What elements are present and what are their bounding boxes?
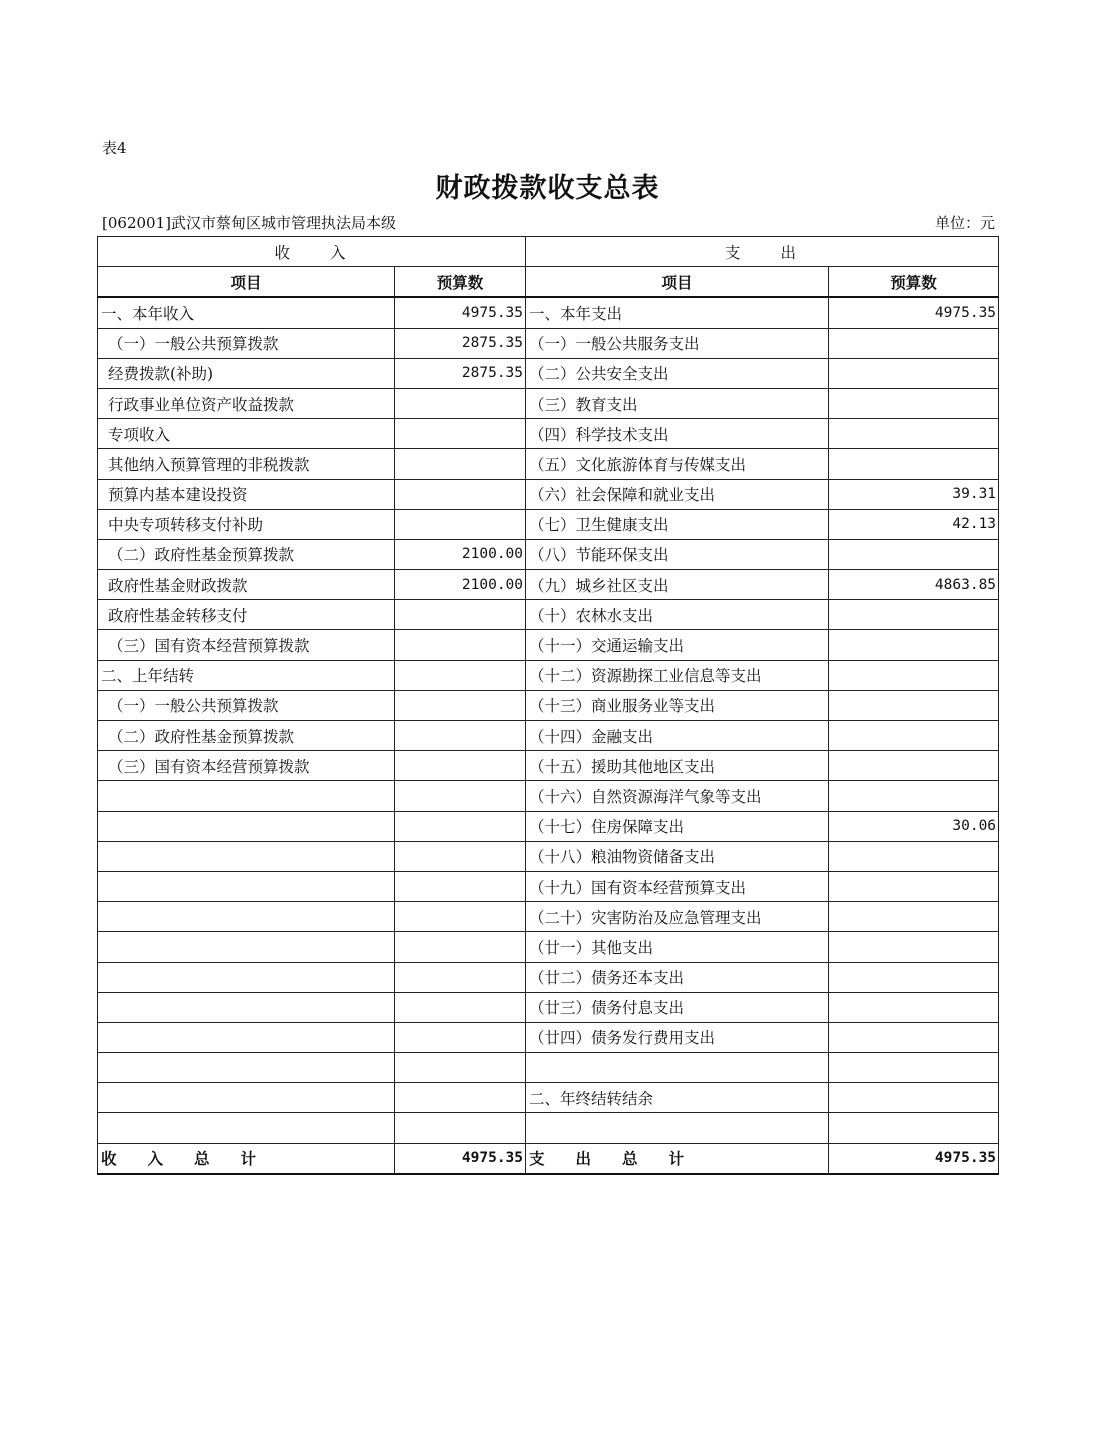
expense-item-cell: （十七）住房保障支出 (526, 811, 829, 841)
expense-item-cell: （廿一）其他支出 (526, 932, 829, 962)
expense-item-cell: （十五）援助其他地区支出 (526, 751, 829, 781)
income-item-cell: 行政事业单位资产收益拨款 (98, 388, 395, 418)
expense-item-cell: （十九）国有资本经营预算支出 (526, 871, 829, 901)
income-total-amount: 4975.35 (395, 1143, 526, 1174)
income-amount-cell: 2875.35 (395, 358, 526, 388)
income-item-cell (98, 1053, 395, 1083)
income-item-cell (98, 1022, 395, 1052)
column-header-row (98, 267, 999, 298)
expense-amount-cell: 4975.35 (829, 297, 999, 328)
income-item-cell: 政府性基金财政拨款 (98, 570, 395, 600)
table-row (98, 660, 999, 690)
income-amount-cell (395, 509, 526, 539)
expense-amount-cell (829, 660, 999, 690)
expense-item-cell: （二）公共安全支出 (526, 358, 829, 388)
table-row (98, 509, 999, 539)
expense-amount-cell (829, 781, 999, 811)
income-amount-cell (395, 690, 526, 720)
expense-amount-cell (829, 751, 999, 781)
income-amount-cell (395, 630, 526, 660)
expense-item-cell: （四）科学技术支出 (526, 419, 829, 449)
expense-total-amount: 4975.35 (829, 1143, 999, 1174)
expense-item-cell: （三）教育支出 (526, 388, 829, 418)
expense-item-cell: 一、本年支出 (526, 297, 829, 328)
expense-amount-cell (829, 630, 999, 660)
income-amount-cell (395, 962, 526, 992)
income-amount-cell (395, 1083, 526, 1113)
income-amount-cell (395, 781, 526, 811)
expense-amount-cell (829, 1053, 999, 1083)
income-item-cell (98, 962, 395, 992)
income-amount-cell (395, 419, 526, 449)
income-item-header: 项目 (98, 267, 395, 298)
expense-amount-cell (829, 1113, 999, 1143)
table-row (98, 811, 999, 841)
expense-item-cell: （廿四）债务发行费用支出 (526, 1022, 829, 1052)
income-item-cell: （二）政府性基金预算拨款 (98, 721, 395, 751)
income-section-header: 收 入 (98, 237, 526, 267)
income-item-cell (98, 902, 395, 932)
expense-amount-cell (829, 871, 999, 901)
income-amount-cell: 4975.35 (395, 297, 526, 328)
table-row (98, 600, 999, 630)
expense-item-cell: （五）文化旅游体育与传媒支出 (526, 449, 829, 479)
expense-item-cell: （十三）商业服务业等支出 (526, 690, 829, 720)
income-item-cell: 经费拨款(补助) (98, 358, 395, 388)
table-row (98, 570, 999, 600)
income-item-cell: （一）一般公共预算拨款 (98, 690, 395, 720)
income-amount-cell (395, 871, 526, 901)
table-row (98, 871, 999, 901)
income-amount-cell: 2100.00 (395, 570, 526, 600)
expense-item-cell: 二、年终结转结余 (526, 1083, 829, 1113)
section-header-row (98, 237, 999, 267)
expense-budget-header: 预算数 (829, 267, 999, 298)
income-item-cell: 其他纳入预算管理的非税拨款 (98, 449, 395, 479)
income-item-cell (98, 992, 395, 1022)
income-amount-cell (395, 932, 526, 962)
income-item-cell: （三）国有资本经营预算拨款 (98, 751, 395, 781)
income-amount-cell: 2875.35 (395, 328, 526, 358)
income-item-cell (98, 841, 395, 871)
income-item-cell (98, 871, 395, 901)
income-item-cell (98, 932, 395, 962)
table-row (98, 841, 999, 871)
income-amount-cell (395, 992, 526, 1022)
expense-amount-cell (829, 388, 999, 418)
table-row (98, 388, 999, 418)
expense-item-cell: （六）社会保障和就业支出 (526, 479, 829, 509)
income-budget-header: 预算数 (395, 267, 526, 298)
table-row (98, 962, 999, 992)
expense-item-cell: （廿二）债务还本支出 (526, 962, 829, 992)
expense-amount-cell: 39.31 (829, 479, 999, 509)
income-amount-cell (395, 841, 526, 871)
income-amount-cell (395, 721, 526, 751)
table-row (98, 630, 999, 660)
expense-amount-cell: 4863.85 (829, 570, 999, 600)
expense-section-header: 支 出 (526, 237, 999, 267)
table-row (98, 721, 999, 751)
expense-item-cell: （十）农林水支出 (526, 600, 829, 630)
table-number: 表4 (102, 139, 127, 157)
expense-amount-cell (829, 1083, 999, 1113)
table-row (98, 419, 999, 449)
income-amount-cell (395, 811, 526, 841)
income-item-cell: 专项收入 (98, 419, 395, 449)
expense-item-cell: （十六）自然资源海洋气象等支出 (526, 781, 829, 811)
budget-table (97, 236, 999, 1175)
expense-item-cell: （九）城乡社区支出 (526, 570, 829, 600)
expense-item-header: 项目 (526, 267, 829, 298)
income-item-cell: （一）一般公共预算拨款 (98, 328, 395, 358)
expense-item-cell (526, 1113, 829, 1143)
table-row (98, 932, 999, 962)
expense-item-cell: （十一）交通运输支出 (526, 630, 829, 660)
organization-name: [062001]武汉市蔡甸区城市管理执法局本级 (102, 214, 396, 232)
expense-item-cell: （十八）粮油物资储备支出 (526, 841, 829, 871)
income-amount-cell (395, 1113, 526, 1143)
income-amount-cell (395, 1022, 526, 1052)
expense-amount-cell (829, 358, 999, 388)
table-row (98, 690, 999, 720)
expense-amount-cell (829, 1022, 999, 1052)
expense-amount-cell (829, 600, 999, 630)
expense-amount-cell (829, 841, 999, 871)
table-row (98, 1053, 999, 1083)
expense-amount-cell (829, 449, 999, 479)
expense-amount-cell (829, 419, 999, 449)
income-item-cell: 预算内基本建设投资 (98, 479, 395, 509)
income-amount-cell (395, 388, 526, 418)
income-item-cell: （三）国有资本经营预算拨款 (98, 630, 395, 660)
expense-amount-cell (829, 328, 999, 358)
income-item-cell: 中央专项转移支付补助 (98, 509, 395, 539)
income-amount-cell (395, 660, 526, 690)
expense-amount-cell: 42.13 (829, 509, 999, 539)
income-item-cell (98, 781, 395, 811)
income-item-cell (98, 811, 395, 841)
income-amount-cell (395, 600, 526, 630)
income-amount-cell: 2100.00 (395, 539, 526, 569)
income-total-label: 收 入 总 计 (98, 1143, 395, 1174)
expense-item-cell: （一）一般公共服务支出 (526, 328, 829, 358)
table-row (98, 902, 999, 932)
table-row (98, 781, 999, 811)
table-row (98, 1083, 999, 1113)
table-row (98, 297, 999, 328)
expense-amount-cell (829, 721, 999, 751)
income-item-cell: 二、上年结转 (98, 660, 395, 690)
expense-amount-cell (829, 539, 999, 569)
income-item-cell: 一、本年收入 (98, 297, 395, 328)
table-row (98, 1022, 999, 1052)
expense-amount-cell (829, 962, 999, 992)
income-item-cell: 政府性基金转移支付 (98, 600, 395, 630)
expense-item-cell: （廿三）债务付息支出 (526, 992, 829, 1022)
income-item-cell (98, 1083, 395, 1113)
table-row (98, 449, 999, 479)
expense-item-cell (526, 1053, 829, 1083)
unit-label: 单位：元 (934, 214, 995, 232)
expense-item-cell: （二十）灾害防治及应急管理支出 (526, 902, 829, 932)
expense-item-cell: （八）节能环保支出 (526, 539, 829, 569)
income-amount-cell (395, 1053, 526, 1083)
expense-total-label: 支 出 总 计 (526, 1143, 829, 1174)
income-amount-cell (395, 449, 526, 479)
income-amount-cell (395, 902, 526, 932)
expense-amount-cell (829, 902, 999, 932)
page-title: 财政拨款收支总表 (435, 173, 660, 204)
income-item-cell (98, 1113, 395, 1143)
expense-amount-cell (829, 690, 999, 720)
expense-amount-cell: 30.06 (829, 811, 999, 841)
income-item-cell: （二）政府性基金预算拨款 (98, 539, 395, 569)
table-row (98, 358, 999, 388)
table-row (98, 992, 999, 1022)
table-row (98, 751, 999, 781)
table-row (98, 1113, 999, 1143)
table-row (98, 479, 999, 509)
expense-item-cell: （十二）资源勘探工业信息等支出 (526, 660, 829, 690)
expense-item-cell: （十四）金融支出 (526, 721, 829, 751)
income-amount-cell (395, 751, 526, 781)
expense-amount-cell (829, 992, 999, 1022)
income-amount-cell (395, 479, 526, 509)
table-row (98, 328, 999, 358)
table-row (98, 539, 999, 569)
expense-item-cell: （七）卫生健康支出 (526, 509, 829, 539)
total-row (98, 1143, 999, 1174)
expense-amount-cell (829, 932, 999, 962)
